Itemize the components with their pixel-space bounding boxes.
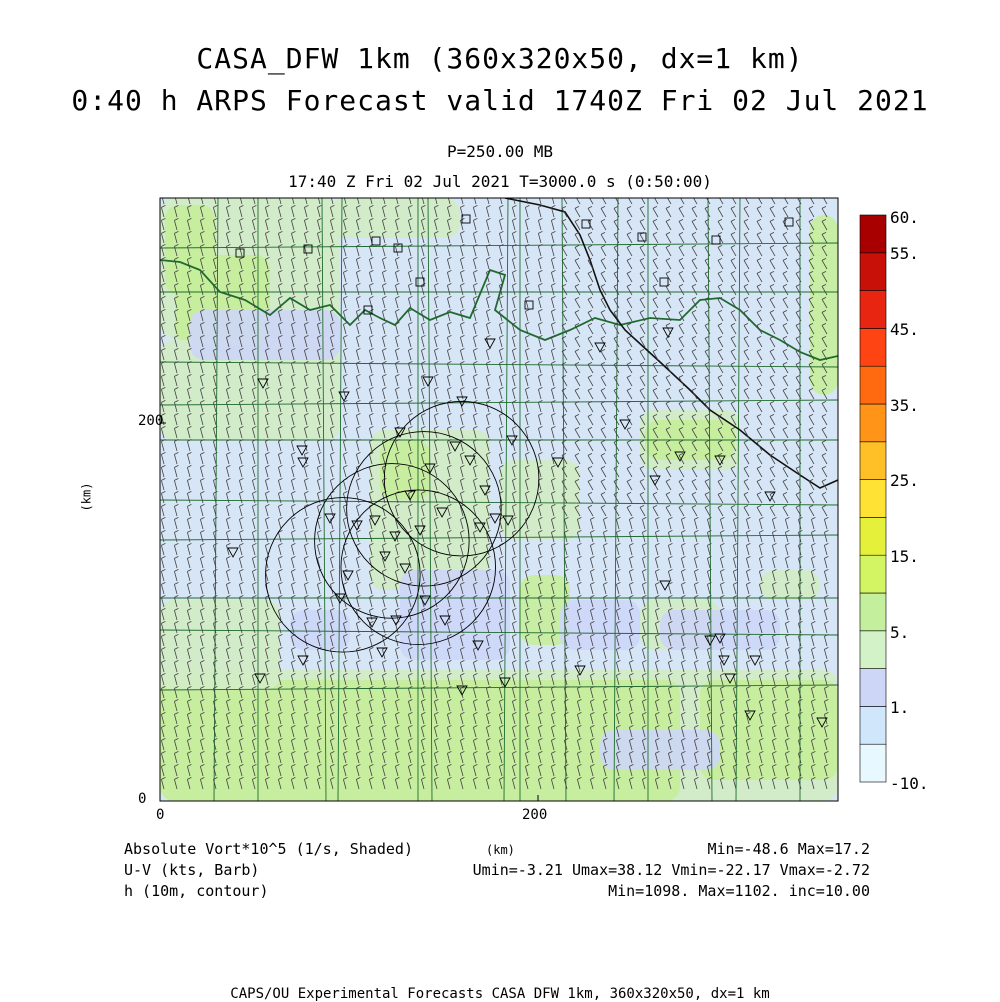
- wind-barb-flag: [601, 193, 605, 195]
- forecast-time: 17:40 Z Fri 02 Jul 2021 T=3000.0 s (0:50:00): [288, 172, 712, 191]
- colorbar-swatch: [860, 669, 886, 707]
- wind-barb-flag: [265, 192, 269, 194]
- wind-barb-flag: [187, 192, 191, 194]
- wind-barb-flag: [161, 192, 165, 194]
- vorticity-patch: [700, 680, 838, 780]
- legend-vorticity: Absolute Vort*10^5 (1/s, Shaded): [124, 840, 413, 858]
- wind-barb-flag: [614, 193, 618, 195]
- wind-barb-flag: [809, 193, 813, 195]
- legend-wind-range: Umin=-3.21 Umax=38.12 Vmin=-22.17 Vmax=-2.72: [472, 861, 870, 879]
- wind-barb-flag: [640, 193, 644, 195]
- legend-wind: U-V (kts, Barb): [124, 861, 260, 879]
- wind-barb-flag: [538, 192, 542, 194]
- wind-barb-flag: [291, 192, 295, 194]
- wind-barb-flag: [200, 192, 204, 194]
- wind-barb-flag: [551, 192, 555, 194]
- colorbar-swatch: [860, 480, 886, 518]
- wind-barb-flag: [421, 192, 425, 194]
- wind-barb-flag: [499, 192, 503, 194]
- wind-barb-flag: [679, 193, 683, 195]
- colorbar-swatch: [860, 706, 886, 744]
- colorbar-swatch: [860, 215, 886, 253]
- y-tick-0: 0: [138, 791, 147, 807]
- wind-barb-flag: [575, 193, 579, 195]
- colorbar-swatch: [860, 291, 886, 329]
- chart-title: CASA_DFW 1km (360x320x50, dx=1 km): [196, 42, 804, 75]
- legend-height-range: Min=1098. Max=1102. inc=10.00: [608, 882, 870, 900]
- wind-barb-flag: [757, 193, 761, 195]
- colorbar-label: 25.: [890, 471, 919, 490]
- wind-barb-flag: [473, 192, 477, 194]
- wind-barb-flag: [562, 193, 566, 195]
- wind-barb-flag: [731, 193, 735, 195]
- colorbar-swatch: [860, 442, 886, 480]
- colorbar-label: 60.: [890, 208, 919, 227]
- wind-barb-flag: [486, 192, 490, 194]
- colorbar-label: 15.: [890, 547, 919, 566]
- colorbar-swatch: [860, 517, 886, 555]
- colorbar-label: 55.: [890, 244, 919, 263]
- colorbar-swatch: [860, 744, 886, 782]
- x-tick-0: 0: [156, 807, 165, 823]
- wind-barb-flag: [434, 192, 438, 194]
- vorticity-patch: [660, 610, 780, 650]
- wind-barb-flag: [278, 192, 282, 194]
- x-axis-unit: (km): [486, 843, 515, 857]
- wind-barb-flag: [330, 192, 334, 194]
- footer-credit: CAPS/OU Experimental Forecasts CASA DFW 1km, 360x320x50, dx=1 km: [230, 986, 770, 1002]
- wind-barb-flag: [796, 193, 800, 195]
- colorbar-swatch: [860, 366, 886, 404]
- chart-title-valid: 0:40 h ARPS Forecast valid 1740Z Fri 02 Jul 2021: [71, 84, 929, 117]
- y-axis-unit: (km): [79, 482, 94, 512]
- wind-barb-flag: [174, 192, 178, 194]
- colorbar-swatch: [860, 631, 886, 669]
- wind-barb-flag: [304, 192, 308, 194]
- legend-vorticity-range: Min=-48.6 Max=17.2: [707, 840, 870, 858]
- wind-barb-flag: [692, 193, 696, 195]
- wind-barb-flag: [317, 192, 321, 194]
- wind-barb-flag: [408, 192, 412, 194]
- wind-barb-flag: [783, 193, 787, 195]
- y-tick-200: 200: [138, 413, 164, 429]
- wind-barb-flag: [395, 192, 399, 194]
- vorticity-patch: [760, 570, 820, 600]
- colorbar-swatch: [860, 404, 886, 442]
- wind-barb-flag: [382, 192, 386, 194]
- colorbar-swatch: [860, 328, 886, 366]
- wind-barb-flag: [356, 192, 360, 194]
- wind-barb-flag: [252, 192, 256, 194]
- colorbar-label: 1.: [890, 698, 910, 717]
- vorticity-patch: [600, 730, 720, 770]
- colorbar-label: 45.: [890, 320, 919, 339]
- colorbar-label: -10.: [890, 774, 929, 793]
- legend-height: h (10m, contour): [124, 882, 269, 900]
- vorticity-patch: [290, 610, 350, 650]
- wind-barb-flag: [770, 193, 774, 195]
- vorticity-patch: [190, 310, 340, 360]
- wind-barb-flag: [705, 193, 709, 195]
- x-tick-200: 200: [522, 807, 548, 823]
- wind-barb-flag: [460, 192, 464, 194]
- colorbar-label: 5.: [890, 623, 910, 642]
- wind-barb-flag: [226, 192, 230, 194]
- wind-barb-flag: [744, 193, 748, 195]
- wind-barb-flag: [447, 192, 451, 194]
- wind-barb-flag: [588, 193, 592, 195]
- wind-barb-flag: [512, 192, 516, 194]
- wind-barb-flag: [653, 193, 657, 195]
- vorticity-patch: [160, 600, 280, 690]
- wind-barb-flag: [718, 193, 722, 195]
- colorbar: [860, 215, 886, 782]
- wind-barb-flag: [343, 192, 347, 194]
- vorticity-patch: [330, 198, 460, 238]
- pressure-level: P=250.00 MB: [447, 142, 553, 161]
- colorbar-swatch: [860, 593, 886, 631]
- wind-barb-flag: [239, 192, 243, 194]
- colorbar-swatch: [860, 253, 886, 291]
- vorticity-patch: [560, 600, 640, 650]
- wind-barb-flag: [213, 192, 217, 194]
- wind-barb-flag: [627, 193, 631, 195]
- wind-barb-flag: [822, 193, 826, 195]
- colorbar-label: 35.: [890, 396, 919, 415]
- wind-barb-flag: [525, 192, 529, 194]
- wind-barb-flag: [369, 192, 373, 194]
- colorbar-swatch: [860, 555, 886, 593]
- wind-barb-flag: [666, 193, 670, 195]
